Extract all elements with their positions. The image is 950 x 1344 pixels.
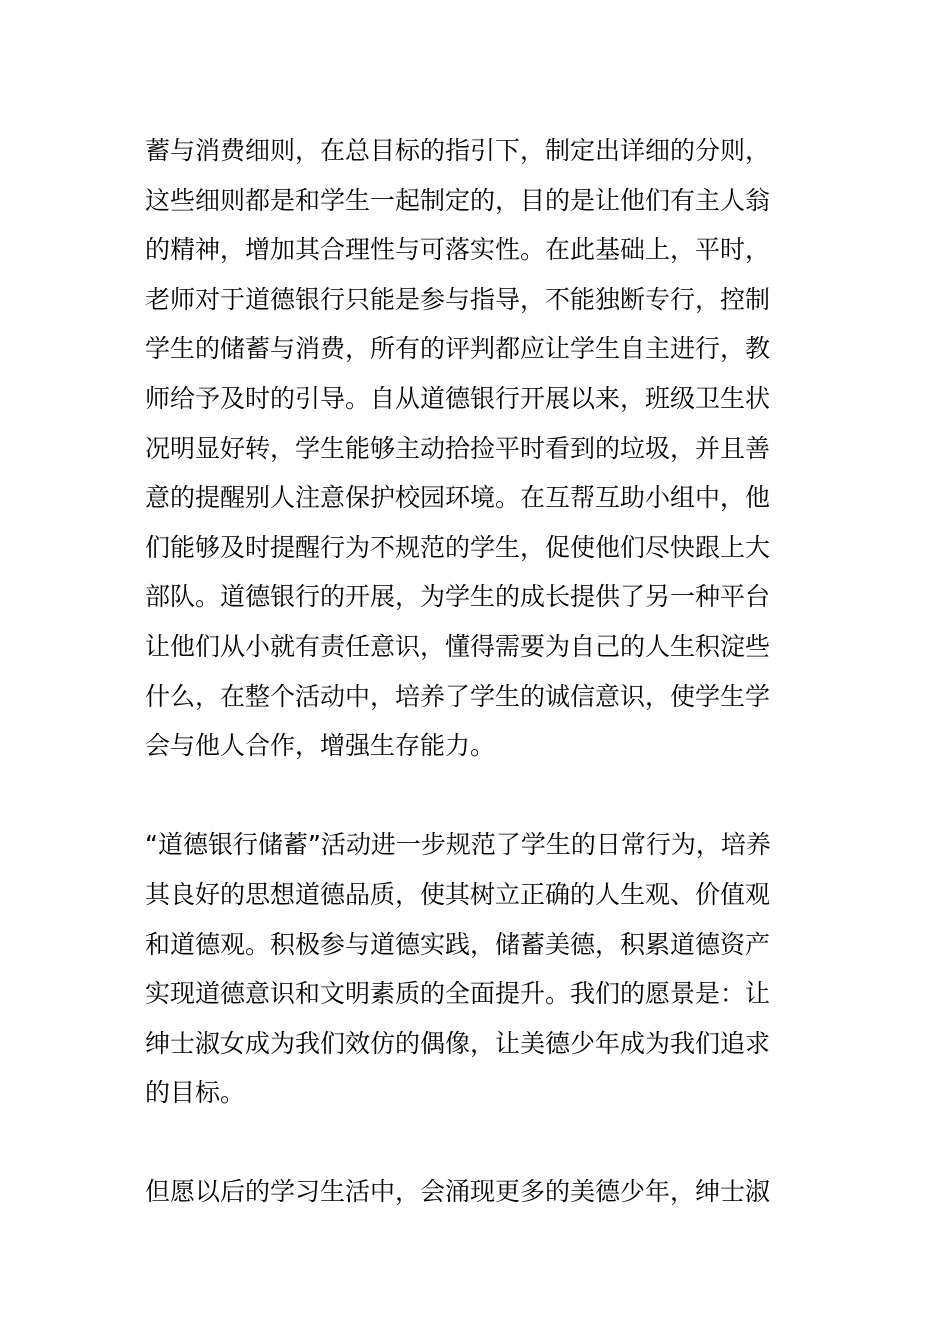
text-line: 实现道德意识和文明素质的全面提升。我们的愿景是：让 [145, 979, 771, 1009]
text-line: 意的提醒别人注意保护校园环境。在互帮互助小组中，他 [145, 483, 771, 513]
text-line: 什么，在整个活动中，培养了学生的诚信意识，使学生学 [145, 681, 771, 711]
text-line: 况明显好转，学生能够主动拾捡平时看到的垃圾，并且善 [145, 433, 771, 463]
document-body [145, 126, 810, 1217]
paragraph-spacer [145, 1118, 810, 1168]
text-line: 绅士淑女成为我们效仿的偶像，让美德少年成为我们追求 [145, 1028, 771, 1058]
text-line: 会与他人合作，增强生存能力。 [145, 731, 496, 761]
paragraph-2 [145, 820, 810, 1118]
text-line: 但愿以后的学习生活中，会涌现更多的美德少年，绅士淑 [145, 1177, 771, 1207]
text-line: 这些细则都是和学生一起制定的，目的是让他们有主人翁 [145, 185, 771, 215]
text-line: 和道德观。积极参与道德实践，储蓄美德，积累道德资产 [145, 929, 771, 959]
paragraph-1 [145, 126, 810, 771]
text-line: 蓄与消费细则，在总目标的指引下，制定出详细的分则， [145, 136, 771, 165]
text-line: “道德银行储蓄”活动进一步规范了学生的日常行为，培养 [145, 830, 771, 860]
text-line: 的目标。 [145, 1078, 246, 1108]
text-line: 老师对于道德银行只能是参与指导，不能独断专行，控制 [145, 284, 771, 314]
text-line: 们能够及时提醒行为不规范的学生，促使他们尽快跟上大 [145, 532, 771, 562]
text-line: 其良好的思想道德品质，使其树立正确的人生观、价值观 [145, 879, 771, 909]
text-line: 学生的储蓄与消费，所有的评判都应让学生自主进行，教 [145, 334, 771, 364]
text-line: 的精神，增加其合理性与可落实性。在此基础上，平时， [145, 235, 771, 265]
paragraph-3 [145, 1167, 810, 1217]
text-line: 让他们从小就有责任意识，懂得需要为自己的人生积淀些 [145, 631, 771, 661]
paragraph-spacer [145, 771, 810, 821]
text-line: 部队。道德银行的开展，为学生的成长提供了另一种平台 [145, 582, 771, 612]
text-line: 师给予及时的引导。自从道德银行开展以来，班级卫生状 [145, 383, 771, 413]
